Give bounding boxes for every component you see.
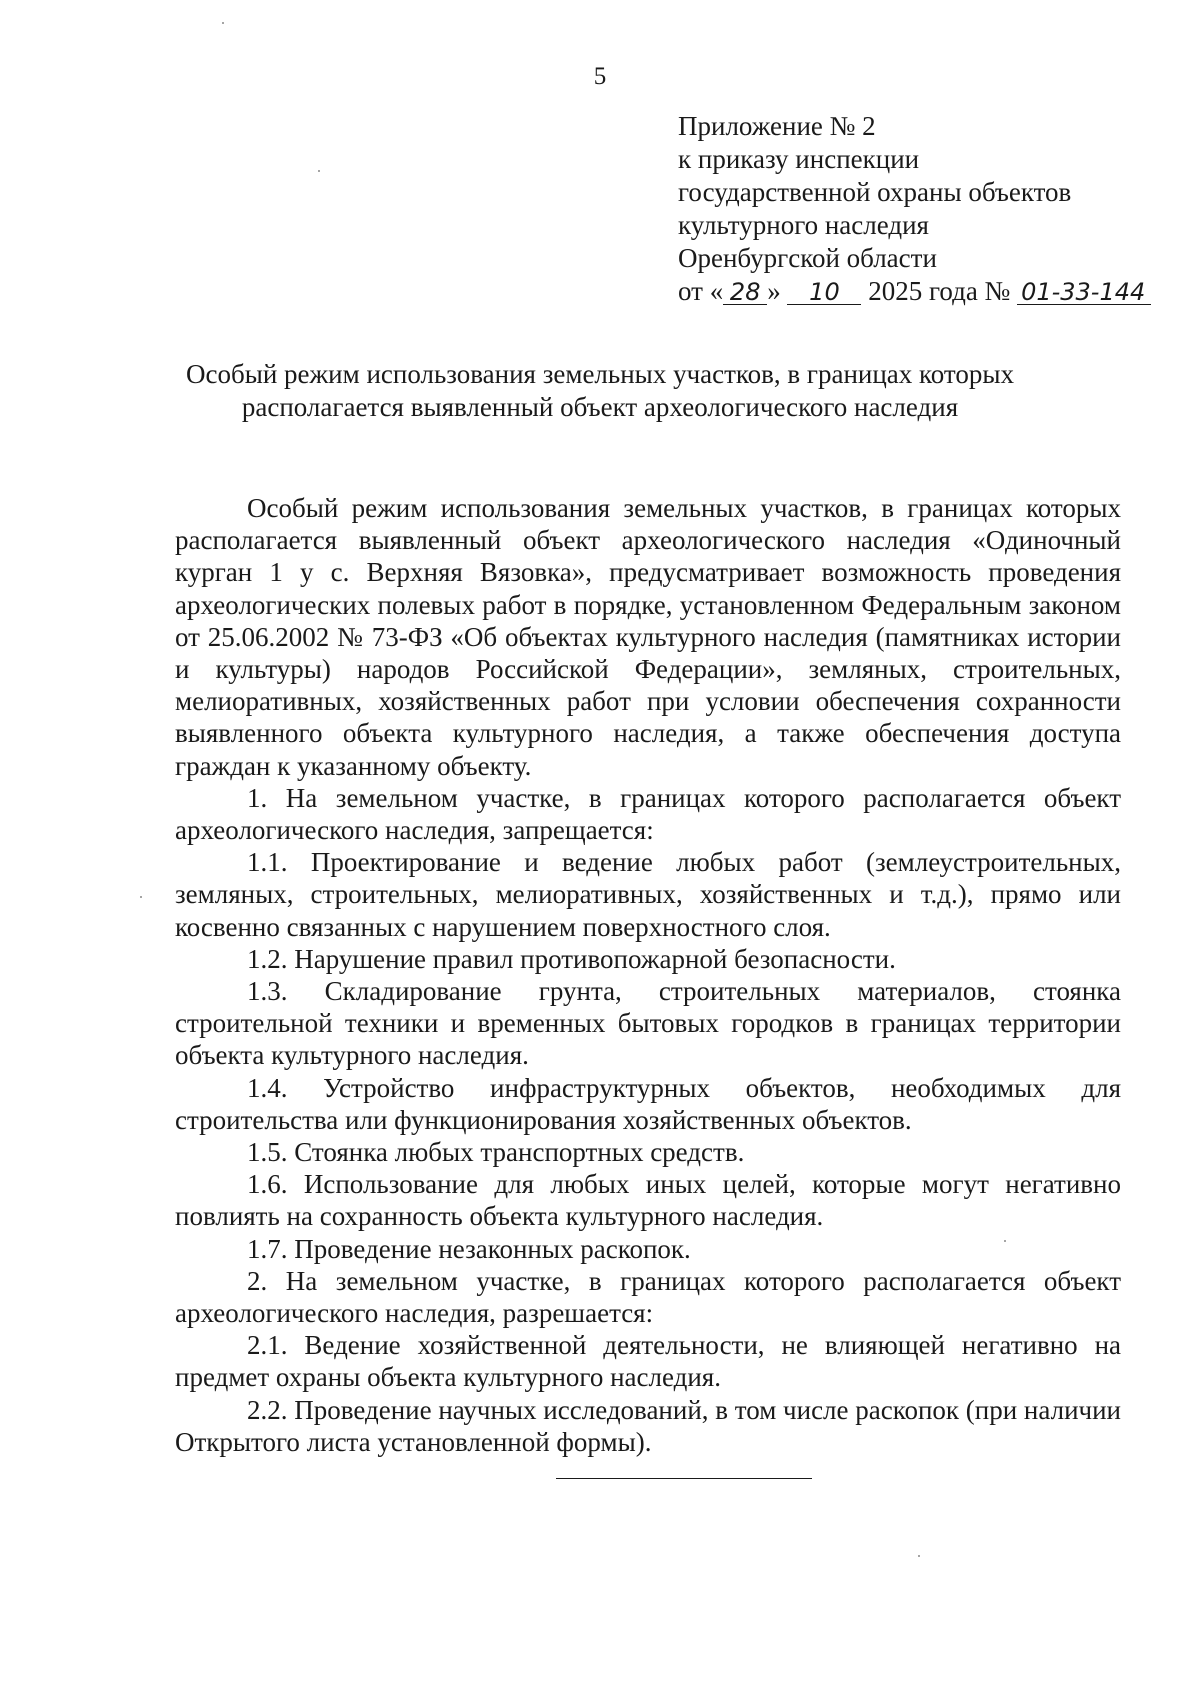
- document-title: [150, 358, 1050, 424]
- date-prefix: от «: [678, 276, 724, 306]
- title-line: располагается выявленный объект археологического наследия: [241, 392, 959, 422]
- scan-speck: [140, 896, 142, 898]
- title-line: Особый режим использования земельных участков, в границах которых: [185, 359, 1015, 389]
- appendix-line: Оренбургской области: [678, 243, 937, 273]
- paragraph: 1. На земельном участке, в границах которого располагается объект археологического наследия, запрещается:: [175, 782, 1121, 846]
- paragraph: 1.1. Проектирование и ведение любых работ (землеустроительных, земляных, строительных, мелиоративных, хозяйственных и т.д.), прямо или косвенно связанных с нарушением поверхностного слоя.: [175, 847, 1121, 942]
- scan-speck: [1004, 1240, 1006, 1242]
- date-year-text: 2025 года №: [868, 276, 1011, 306]
- scan-speck: [222, 22, 224, 24]
- appendix-date-line: [678, 275, 1178, 308]
- paragraph: Особый режим использования земельных участков, в границах которых располагается выявленный объект археологического наследия «Одиночный курган 1 у с. Верхняя Вязовка», предусматривает возможность проведения археологических полевых работ в порядке, установленном Федеральным законом от 25.06.2002 № 73-ФЗ «Об объектах культурного наследия (памятниках истории и культуры) народов Российской Федерации», земляных, строительных, мелиоративных, хозяйственных работ при условии обеспечения сохранности выявленного объекта культурного наследия, а также обеспечения доступа граждан к указанному объекту.: [175, 493, 1121, 781]
- scan-speck: [318, 170, 320, 172]
- appendix-line: культурного наследия: [678, 210, 929, 240]
- appendix-line: государственной охраны объектов: [678, 177, 1072, 207]
- page-number: 5: [593, 63, 607, 90]
- paragraph: 2.1. Ведение хозяйственной деятельности, не влияющей негативно на предмет охраны объекта культурного наследия.: [175, 1330, 1121, 1393]
- paragraph: 2. На земельном участке, в границах которого располагается объект археологического наследия, разрешается:: [175, 1265, 1121, 1329]
- paragraph: 1.2. Нарушение правил противопожарной безопасности.: [247, 943, 896, 974]
- appendix-header: [678, 110, 1178, 308]
- paragraph: 1.3. Складирование грунта, строительных материалов, стоянка строительной техники и временных бытовых городков в границах территории объекта культурного наследия.: [175, 976, 1121, 1071]
- handwritten-month: 10: [787, 280, 861, 305]
- handwritten-day: 28: [723, 280, 767, 305]
- date-mid: »: [767, 276, 781, 306]
- handwritten-order-number: 01-33-144: [1017, 280, 1151, 305]
- document-body: [175, 492, 1121, 1458]
- paragraph: 1.7. Проведение незаконных раскопок.: [247, 1233, 691, 1264]
- appendix-line: Приложение № 2: [678, 111, 876, 141]
- paragraph: 1.5. Стоянка любых транспортных средств.: [247, 1137, 745, 1168]
- end-divider: [556, 1478, 812, 1479]
- scan-speck: [918, 1555, 920, 1557]
- paragraph: 1.6. Использование для любых иных целей, которые могут негативно повлиять на сохранность объекта культурного наследия.: [175, 1169, 1121, 1232]
- paragraph: 1.4. Устройство инфраструктурных объектов, необходимых для строительства или функционирования хозяйственных объектов.: [175, 1072, 1121, 1135]
- paragraph: 2.2. Проведение научных исследований, в том числе раскопок (при наличии Открытого листа установленной формы).: [175, 1394, 1122, 1457]
- appendix-line: к приказу инспекции: [678, 144, 920, 174]
